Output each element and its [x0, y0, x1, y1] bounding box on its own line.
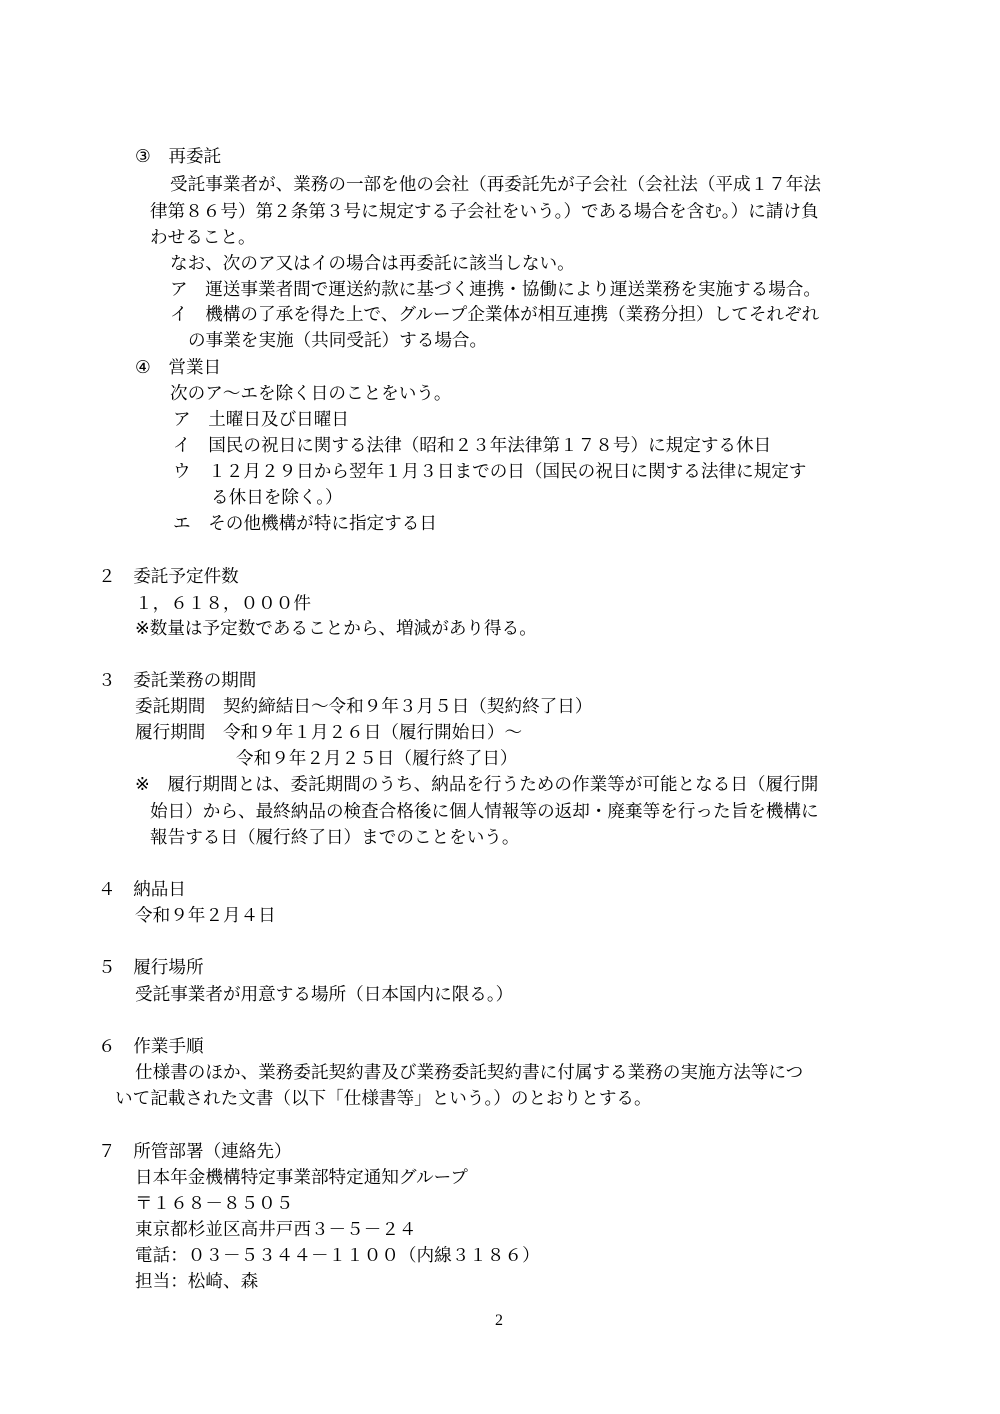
- contact-person: 担当：松崎、森: [135, 1272, 259, 1292]
- paragraph-line: なお、次のア又はイの場合は再委託に該当しない。: [170, 254, 575, 274]
- list-item: ア 土曜日及び日曜日: [173, 410, 349, 430]
- list-item: イ 機構の了承を得た上で、グループ企業体が相互連携（業務分担）してそれぞれ: [170, 305, 820, 325]
- paragraph-line: 次のア～エを除く日のことをいう。: [170, 384, 452, 404]
- page-number: 2: [495, 1312, 503, 1329]
- period-line: 履行期間 令和９年１月２６日（履行開始日）～: [135, 723, 523, 743]
- contact-org: 日本年金機構特定事業部特定通知グループ: [135, 1168, 468, 1188]
- paragraph-line: わせること。: [150, 228, 256, 248]
- subsection-heading-subcontract: ③ 再委託: [135, 147, 222, 167]
- performance-place: 受託事業者が用意する場所（日本国内に限る。）: [135, 985, 514, 1005]
- planned-count: １，６１８，０００件: [135, 594, 311, 614]
- period-line: 令和９年２月２５日（履行終了日）: [236, 749, 518, 769]
- delivery-date: 令和９年２月４日: [135, 906, 276, 926]
- paragraph-line: 受託事業者が、業務の一部を他の会社（再委託先が子会社（会社法（平成１７年法: [170, 175, 821, 195]
- contact-phone: 電話：０３－５３４４－１１００（内線３１８６）: [135, 1246, 540, 1266]
- note-line: ※数量は予定数であることから、増減があり得る。: [135, 619, 537, 639]
- contact-postal: 〒１６８－８５０５: [135, 1194, 294, 1214]
- note-line: 始日）から、最終納品の検査合格後に個人情報等の返却・廃棄等を行った旨を機構に: [150, 802, 819, 822]
- note-line: 報告する日（履行終了日）までのことをいう。: [150, 828, 520, 848]
- list-item: ア 運送事業者間で運送約款に基づく連携・協働により運送業務を実施する場合。: [170, 280, 821, 300]
- list-item: ウ １２月２９日から翌年１月３日までの日（国民の祝日に関する法律に規定す: [173, 462, 807, 482]
- list-item-continuation: る休日を除く。）: [211, 488, 343, 508]
- paragraph-line: 仕様書のほか、業務委託契約書及び業務委託契約書に付属する業務の実施方法等につ: [135, 1063, 804, 1083]
- section-heading-5: ５ 履行場所: [98, 958, 204, 978]
- section-heading-2: ２ 委託予定件数: [98, 567, 239, 587]
- paragraph-line: いて記載された文書（以下「仕様書等」という。）のとおりとする。: [115, 1089, 652, 1109]
- list-item-continuation: の事業を実施（共同受託）する場合。: [188, 331, 488, 351]
- list-item: イ 国民の祝日に関する法律（昭和２３年法律第１７８号）に規定する休日: [173, 436, 772, 456]
- subsection-heading-business-days: ④ 営業日: [135, 358, 222, 378]
- section-heading-6: ６ 作業手順: [98, 1037, 204, 1057]
- note-line: ※ 履行期間とは、委託期間のうち、納品を行うための作業等が可能となる日（履行開: [135, 775, 819, 795]
- list-item: エ その他機構が特に指定する日: [173, 514, 437, 534]
- section-heading-7: ７ 所管部署（連絡先）: [98, 1142, 292, 1162]
- paragraph-line: 律第８６号）第２条第３号に規定する子会社をいう。）である場合を含む。）に請け負: [150, 202, 819, 222]
- period-line: 委託期間 契約締結日～令和９年３月５日（契約終了日）: [135, 697, 593, 717]
- section-heading-3: ３ 委託業務の期間: [98, 671, 257, 691]
- contact-address: 東京都杉並区高井戸西３－５－２４: [135, 1220, 417, 1240]
- section-heading-4: ４ 納品日: [98, 880, 186, 900]
